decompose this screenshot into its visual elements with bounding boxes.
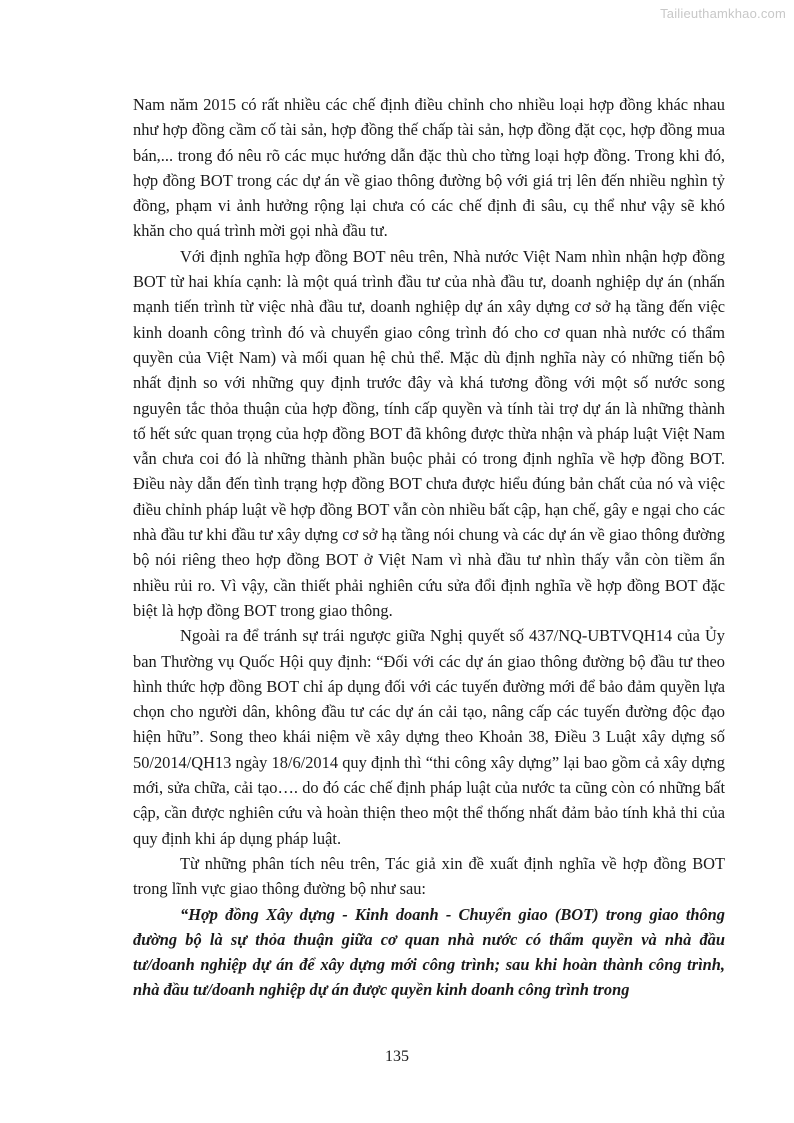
paragraph-1: Nam năm 2015 có rất nhiều các chế định điều chỉnh cho nhiều loại hợp đồng khác nhau như hợp đồng cầm cố tài sản, hợp đồng thế chấp tài sản, hợp đồng đặt cọc, hợp đồng mua bán,... trong đó nêu rõ các mục hướng dẫn đặc thù cho từng loại hợp đồng. Trong khi đó, hợp đồng BOT trong các dự án về giao thông đường bộ với giá trị lên đến nhiều nghìn tỷ đồng, phạm vi ảnh hưởng rộng lại chưa có các chế định đi sâu, cụ thể như vậy sẽ khó khăn cho quá trình mời gọi nhà đầu tư.: [133, 95, 725, 241]
watermark: Tailieuthamkhao.com: [660, 6, 786, 21]
paragraph-3: Ngoài ra để tránh sự trái ngược giữa Nghị quyết số 437/NQ-UBTVQH14 của Ủy ban Thường vụ Quốc Hội quy định: “Đối với các dự án giao thông đường bộ đầu tư theo hình thức hợp đồng BOT chỉ áp dụng đối với các tuyến đường mới để bảo đảm quyền lựa chọn cho người dân, không đầu tư các dự án cải tạo, nâng cấp các tuyến đường độc đạo hiện hữu”. Song theo khái niệm về xây dựng theo Khoản 38, Điều 3 Luật xây dựng số 50/2014/QH13 ngày 18/6/2014 quy định thì “thi công xây dựng” lại bao gồm cả xây dựng mới, sửa chữa, cải tạo…. do đó các chế định pháp luật của nước ta cũng còn có những bất cập, cần được nghiên cứu và hoàn thiện theo một thể thống nhất đảm bảo tính khả thi của quy định khi áp dụng pháp luật.: [133, 626, 725, 848]
paragraph-4: Từ những phân tích nêu trên, Tác giả xin đề xuất định nghĩa về hợp đồng BOT trong lĩnh vực giao thông đường bộ như sau:: [133, 853, 725, 899]
page-number: 135: [385, 1048, 409, 1065]
page-body: [133, 92, 725, 1003]
proposed-definition: “Hợp đồng Xây dựng - Kinh doanh - Chuyển giao (BOT) trong giao thông đường bộ là sự thỏa thuận giữa cơ quan nhà nước có thẩm quyền và nhà đầu tư/doanh nghiệp dự án để xây dựng mới công trình; sau khi hoàn thành công trình, nhà đầu tư/doanh nghiệp dự án được quyền kinh doanh công trình trong: [133, 904, 725, 1000]
paragraph-2: Với định nghĩa hợp đồng BOT nêu trên, Nhà nước Việt Nam nhìn nhận hợp đồng BOT từ hai khía cạnh: là một quá trình đầu tư của nhà đầu tư, doanh nghiệp dự án (nhấn mạnh tiến trình từ việc nhà đầu tư, doanh nghiệp dự án xây dựng cơ sở hạ tầng đến việc kinh doanh công trình đó và chuyển giao công trình đó cho cơ quan nhà nước có thẩm quyền của Việt Nam) và mối quan hệ chủ thể. Mặc dù định nghĩa này có những tiến bộ nhất định so với những quy định trước đây và khá tương đồng với một số nước song nguyên tắc thỏa thuận của hợp đồng, tính cấp quyền và tính tài trợ dự án là những thành tố hết sức quan trọng của hợp đồng BOT đã không được thừa nhận và pháp luật Việt Nam vẫn chưa coi đó là những thành phần buộc phải có trong định nghĩa về hợp đồng BOT. Điều này dẫn đến tình trạng hợp đồng BOT chưa được hiểu đúng bản chất của nó và việc điều chỉnh pháp luật về hợp đồng BOT vẫn còn nhiều bất cập, hạn chế, gây e ngại cho các nhà đầu tư khi đầu tư xây dựng cơ sở hạ tầng nói chung và các dự án về giao thông đường bộ nói riêng theo hợp đồng BOT ở Việt Nam vì nhà đầu tư nhìn thấy vẫn còn tiềm ẩn nhiều rủi ro. Vì vậy, cần thiết phải nghiên cứu sửa đổi định nghĩa về hợp đồng BOT đặc biệt là hợp đồng BOT trong giao thông.: [133, 246, 725, 620]
